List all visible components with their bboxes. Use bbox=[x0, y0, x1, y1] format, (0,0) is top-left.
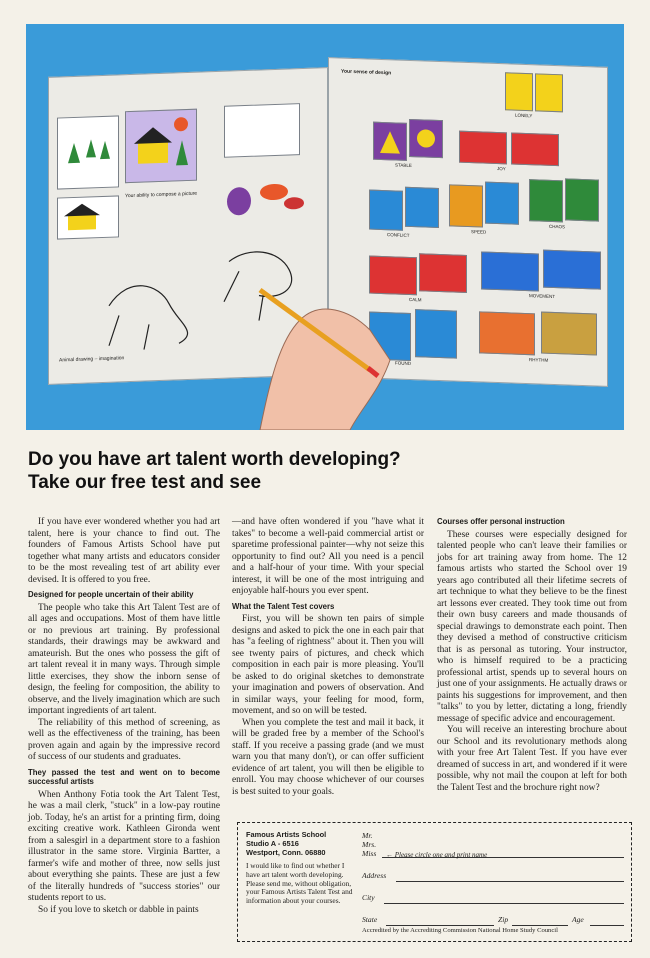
age-label: Age bbox=[572, 915, 584, 924]
city-label: City bbox=[362, 893, 375, 902]
subhead-courses: Courses offer personal instruction bbox=[437, 517, 565, 526]
age-field[interactable] bbox=[590, 915, 624, 926]
pair-label-rhythm: RHYTHM bbox=[529, 357, 549, 363]
headline-line1: Do you have art talent worth developing? bbox=[28, 449, 401, 470]
design-conflict-a bbox=[369, 190, 403, 231]
address-field[interactable] bbox=[396, 871, 624, 882]
composition-a bbox=[57, 115, 119, 189]
column-1 bbox=[28, 517, 220, 916]
mail-coupon[interactable] bbox=[237, 822, 632, 942]
design-movement-b bbox=[543, 250, 601, 290]
design-conflict-b bbox=[405, 187, 439, 228]
salutation-mr[interactable]: Mr. bbox=[362, 831, 373, 840]
design-chaos-b bbox=[565, 178, 599, 221]
school-name: Famous Artists School bbox=[246, 830, 327, 839]
hand-with-pencil bbox=[240, 260, 440, 430]
intro-paragraph: If you have ever wondered whether you had art talent, here is your chance to find out. The founders of Famous Artists School have put together what many artists and educators consider to be the most revealing test of art ability ever devised. It is offered to you free. bbox=[28, 517, 220, 585]
design-movement-a bbox=[481, 251, 539, 291]
design-stable-a bbox=[373, 122, 407, 161]
paragraph-people: The people who take this Art Talent Test are of all ages and occupations. Most of them have little or no previous art training. By professional standards, their drawings may be awkward and amateurish. But the ones who possess the gift of art talent reveal it in many ways. Through simple little exercises, they show the inborn sense of design, the feeling for composition, the ability to observe, and the lively imagination which are such important ingredients of art talent. bbox=[28, 602, 220, 716]
design-section-title: Your sense of design bbox=[341, 68, 392, 77]
paragraph-sketch: So if you love to sketch or dabble in paints bbox=[38, 904, 199, 915]
column-3 bbox=[437, 517, 627, 794]
salutation-options[interactable] bbox=[362, 831, 376, 858]
design-joy-a bbox=[459, 131, 507, 165]
zip-field[interactable] bbox=[512, 915, 568, 926]
circle-instruction: ← Please circle one and print name bbox=[386, 851, 488, 859]
design-rhythm-b bbox=[541, 312, 597, 356]
house-picture-small bbox=[58, 196, 118, 238]
trees-picture bbox=[58, 116, 118, 188]
state-field[interactable] bbox=[386, 915, 494, 926]
paragraph-first: First, you will be shown ten pairs of simple designs and asked to pick the one in each pair that has "a feeling of rightness" about it. Then you will see twenty pairs of pictures, and check which composition in each pair is more pleasing. You'll be asked to do original sketches to demonstrate your imagination and powers of observation. And in similar ways, your feeling for mood, form, movement, and so on will be tested. bbox=[232, 614, 424, 716]
pair-label-calm: CALM bbox=[409, 296, 422, 303]
hero-illustration bbox=[26, 24, 624, 430]
subhead-designed-for: Designed for people uncertain of their ability bbox=[28, 590, 194, 599]
city-field[interactable] bbox=[384, 893, 624, 904]
pair-label-lonely: LONELY bbox=[515, 112, 533, 119]
paragraph-courses: These courses were especially designed for talented people who can't leave their families or jobs for art training away from home. The 12 famous artists who started the School over 19 years ago contributed all their lifetime secrets of art technique to what they believe to be the finest art lessons ever created. They took time out from their own busy careers and made thousands of special drawings to demonstrate each point. Then they devised a method of constructive criticism that is as personal as tutoring. Your instructor, who is himself required to be a practicing professional artist, spends up to several hours on just one of your assignments. He actually draws or paints his suggestions for improvement, and then "talks" to you by letter, dictating a long, friendly message of specific advice and encouragement. bbox=[437, 529, 627, 724]
state-label: State bbox=[362, 915, 378, 924]
paragraph-reliability: The reliability of this method of screening, as well as the effectiveness of the training, has been proven again and again by the impressive record of success of our students and graduates. bbox=[28, 717, 220, 762]
composition-b bbox=[125, 109, 197, 184]
design-joy-b bbox=[511, 133, 559, 167]
blank-frame bbox=[224, 103, 300, 158]
pair-label-found: FOUND bbox=[395, 360, 411, 367]
design-chaos-a bbox=[529, 179, 563, 222]
column-2 bbox=[232, 517, 424, 798]
subhead-passed-test: They passed the test and went on to become successful artists bbox=[28, 767, 220, 786]
design-speed-b bbox=[485, 182, 519, 225]
zip-label: Zip bbox=[498, 915, 509, 924]
pair-label-joy: JOY bbox=[497, 166, 506, 172]
design-speed-a bbox=[449, 184, 483, 227]
paragraph-complete: When you complete the test and mail it back, it will be graded free by a member of the School's staff. If you receive a passing grade (and we must warn you that many don't), or can offer sufficient evidence of art talent, you will then be eligible to enroll. You may choose whichever of our courses is best suited to your goals. bbox=[232, 717, 424, 797]
accreditation-note: Accredited by the Accrediting Commission National Home Study Council bbox=[362, 927, 558, 934]
design-rhythm-a bbox=[479, 311, 535, 355]
paragraph-continued: —and have often wondered if you "have what it takes" to become a well-paid commercial artist or sparetime professional painter—why not seize this opportunity to find out? All you need is a pencil and a half-hour of your time. With your special interest, it will be one of the most intriguing and enjoyable half-hours you ever spent. bbox=[232, 517, 424, 596]
studio-number: Studio A - 6516 bbox=[246, 838, 299, 848]
design-stable-b bbox=[409, 119, 443, 158]
paragraph-success-stories: When Anthony Fotia took the Art Talent Test, he was a mail clerk, "stuck" in a low-pay routine job. Today, he's an artist for a printing firm, doing exciting creative work. Kathleen Gironda went from a salesgirl in a department store to a fashion illustrator in the same store. Virginia Bartter, a farmer's wife and mother of three, now sells just about everything she paints. These are just a few of the literally hundreds of "success stories" our students report to us. bbox=[28, 789, 220, 903]
coupon-form bbox=[362, 831, 624, 935]
school-city: Westport, Conn. 06880 bbox=[246, 847, 326, 857]
section2-title: Animal drawing – imagination bbox=[59, 355, 125, 364]
section1-title: Your ability to compose a picture bbox=[125, 190, 198, 200]
coupon-message: I would like to find out whether I have art talent worth developing. Please send me, without obligation, your Famous Artists Talent Test and information about your courses. bbox=[246, 861, 353, 905]
pair-label-movement: MOVEMENT bbox=[529, 293, 556, 300]
pair-label-speed: SPEED bbox=[471, 229, 487, 235]
house-picture bbox=[126, 110, 196, 182]
pair-label-chaos: CHAOS bbox=[549, 223, 566, 230]
pair-label-conflict: CONFLICT bbox=[387, 232, 410, 238]
design-lonely-b bbox=[535, 73, 563, 112]
address-label: Address bbox=[362, 871, 387, 880]
still-life-picture bbox=[214, 169, 314, 222]
design-lonely-a bbox=[505, 72, 533, 111]
pair-label-stable: STABLE bbox=[395, 162, 412, 169]
headline-line2: Take our free test and see bbox=[28, 472, 262, 493]
circle-icon bbox=[410, 120, 442, 157]
small-house bbox=[57, 195, 119, 239]
subhead-test-covers: What the Talent Test covers bbox=[232, 601, 335, 611]
paragraph-brochure: You will receive an interesting brochure about our School and its revolutionary methods along with your free Art Talent Test. If you have ever dreamed of success in art, and wondered if it were possible, why not mail the coupon at left for both the Talent Test and the brochure right now? bbox=[437, 725, 627, 793]
headline bbox=[28, 448, 401, 494]
triangle-icon bbox=[374, 123, 406, 160]
coupon-address-block bbox=[246, 831, 354, 905]
salutation-mrs[interactable]: Mrs. bbox=[362, 840, 377, 849]
salutation-miss[interactable]: Miss bbox=[362, 849, 377, 858]
